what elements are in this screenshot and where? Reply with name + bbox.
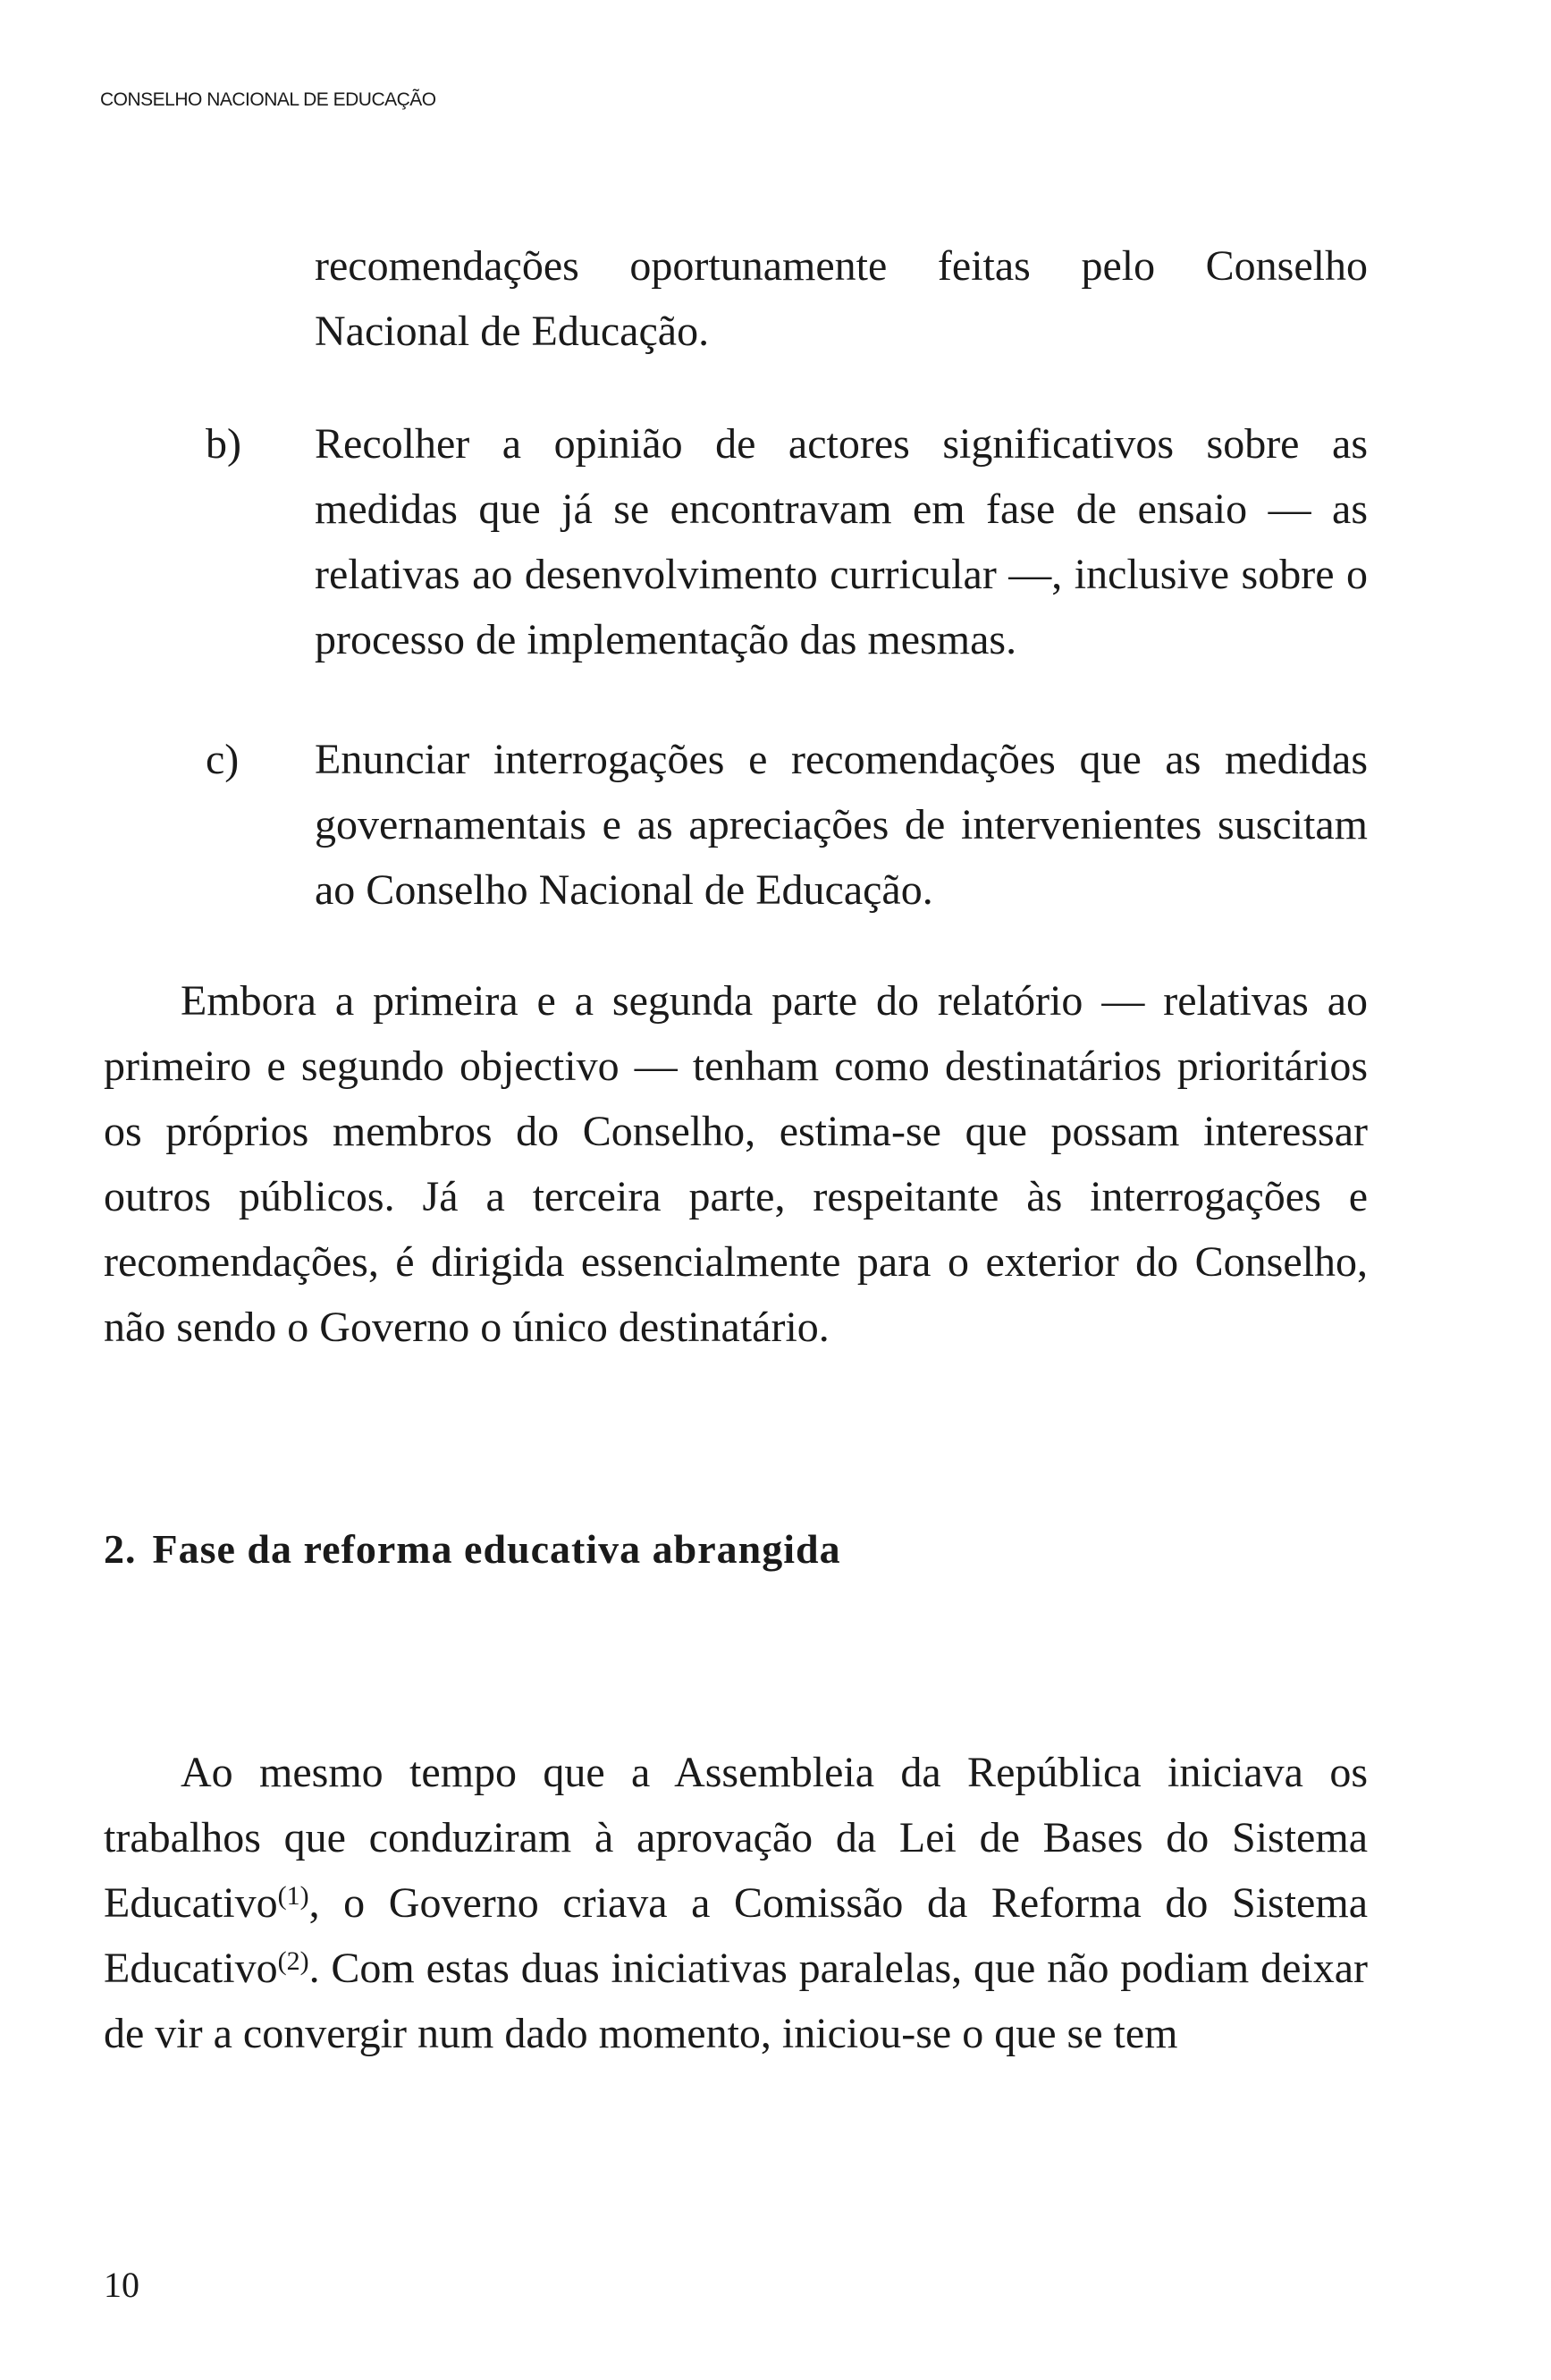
- body-paragraph-1: Embora a primeira e a segunda parte do relatório — relativas ao primeiro e segundo objectivo — tenham como destinatários prioritários os próprios membros do Conselho, estima-se que possam interessar outros públicos. Já a terceira parte, respeitante às interrogações e recomendações, é dirigida essencialmente para o exterior do Conselho, não sendo o Governo o único destinatário.: [104, 977, 1368, 1351]
- paragraph-text: , o Governo criava a Comissão da Reforma do Sistema Educativo: [104, 1879, 1368, 1992]
- page-number: 10: [104, 2265, 139, 2305]
- body-paragraph-2: [104, 1740, 1368, 2066]
- section-number: 2.: [104, 1526, 137, 1572]
- footnote-ref-2[interactable]: (2): [277, 1946, 309, 1976]
- footnote-ref-1[interactable]: (1): [277, 1881, 309, 1911]
- paragraph-text: . Com estas duas iniciativas paralelas, que não podiam deixar de vir a convergir num dado momento, iniciou-se o que se tem: [104, 1945, 1368, 2057]
- list-item-text: Enunciar interrogações e recomendações que as medidas governamentais e as apreciações de intervenientes suscitam ao Conselho Nacional de Educação.: [315, 736, 1368, 914]
- running-header: CONSELHO NACIONAL DE EDUCAÇÃO: [100, 89, 436, 110]
- section-heading: [104, 1525, 841, 1573]
- continued-paragraph: recomendações oportunamente feitas pelo Conselho Nacional de Educação.: [315, 242, 1368, 355]
- section-title: Fase da reforma educativa abrangida: [152, 1526, 841, 1572]
- list-item-text: Recolher a opinião de actores significativos sobre as medidas que já se encontravam em fase de ensaio — as relativas ao desenvolvimento curricular —, inclusive sobre o processo de implementação das mesmas.: [315, 420, 1368, 663]
- paragraph-text: Ao mesmo tempo que a Assembleia da República iniciava os trabalhos que conduziram à aprovação da Lei de Bases do Sistema Educativo: [104, 1749, 1368, 1927]
- list-item-label: c): [206, 736, 240, 783]
- list-item-label: b): [206, 420, 241, 468]
